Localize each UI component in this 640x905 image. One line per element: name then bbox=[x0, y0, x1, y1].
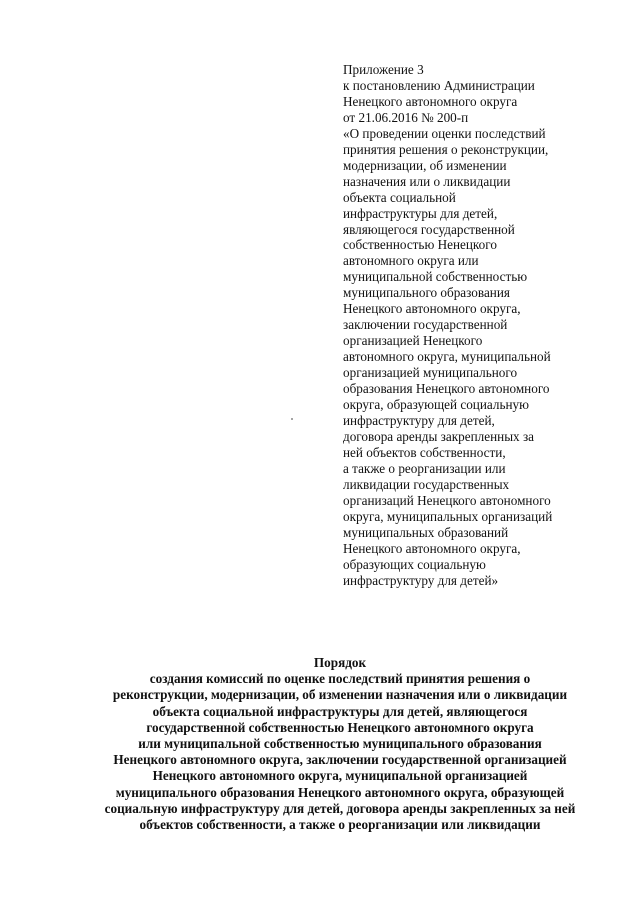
appendix-line: организацией Ненецкого bbox=[343, 333, 483, 349]
appendix-line: ней объектов собственности, bbox=[343, 444, 506, 460]
appendix-line: принятия решения о реконструкции, bbox=[343, 141, 549, 157]
appendix-line: Ненецкого автономного округа bbox=[343, 93, 518, 109]
title-line: муниципального образования Ненецкого автономного округа, образующей bbox=[115, 784, 565, 800]
appendix-line: «О проведении оценки последствий bbox=[343, 125, 546, 141]
appendix-line: заключении государственной bbox=[343, 317, 508, 333]
appendix-line: муниципальной собственностью bbox=[343, 269, 528, 285]
appendix-line: ликвидации государственных bbox=[343, 476, 510, 492]
appendix-line: договора аренды закрепленных за bbox=[343, 428, 535, 444]
scan-speck bbox=[291, 418, 293, 420]
appendix-line: инфраструктуру для детей, bbox=[343, 412, 495, 428]
appendix-line: от 21.06.2016 № 200-п bbox=[343, 109, 469, 125]
appendix-line: а также о реорганизации или bbox=[343, 460, 506, 476]
appendix-line: организаций Ненецкого автономного bbox=[343, 492, 551, 508]
title-line: объекта социальной инфраструктуры для детей, являющегося bbox=[152, 703, 528, 719]
appendix-line: округа, муниципальных организаций bbox=[343, 508, 553, 524]
title-line: создания комиссий по оценке последствий принятия решения о bbox=[149, 671, 531, 687]
appendix-line: образования Ненецкого автономного bbox=[343, 381, 550, 397]
appendix-line: Ненецкого автономного округа, bbox=[343, 301, 521, 317]
title-line: государственной собственностью Ненецкого автономного округа bbox=[146, 719, 534, 735]
appendix-line: инфраструктуры для детей, bbox=[343, 205, 498, 221]
appendix-line: Ненецкого автономного округа, bbox=[343, 540, 521, 556]
appendix-line: назначения или о ликвидации bbox=[343, 173, 511, 189]
appendix-line: Приложение 3 bbox=[343, 62, 424, 77]
appendix-line: собственностью Ненецкого bbox=[343, 237, 497, 253]
appendix-line: модернизации, об изменении bbox=[343, 157, 507, 173]
appendix-line: организацией муниципального bbox=[343, 365, 518, 381]
title-line: Ненецкого автономного округа, муниципальной организацией bbox=[152, 768, 528, 784]
title-line: реконструкции, модернизации, об изменении назначения или о ликвидации bbox=[112, 687, 568, 703]
appendix-line: являющегося государственной bbox=[343, 221, 515, 237]
document-title bbox=[60, 655, 620, 833]
appendix-line: инфраструктуру для детей» bbox=[343, 572, 499, 588]
title-line: социальную инфраструктуру для детей, договора аренды закрепленных за ней bbox=[104, 800, 576, 816]
appendix-line: образующих социальную bbox=[343, 556, 486, 572]
title-line: объектов собственности, а также о реорганизации или ликвидации bbox=[139, 817, 541, 833]
appendix-line: к постановлению Администрации bbox=[343, 77, 535, 93]
appendix-line: автономного округа, муниципальной bbox=[343, 349, 551, 365]
title-line: или муниципальной собственностью муниципального образования bbox=[138, 736, 542, 752]
appendix-line: округа, образующей социальную bbox=[343, 397, 529, 413]
title-heading: Порядок bbox=[313, 655, 367, 670]
appendix-line: муниципальных образований bbox=[343, 524, 509, 540]
appendix-line: автономного округа или bbox=[343, 253, 479, 269]
appendix-line: объекта социальной bbox=[343, 189, 456, 205]
appendix-line: муниципального образования bbox=[343, 285, 510, 301]
appendix-note bbox=[343, 62, 613, 588]
title-line: Ненецкого автономного округа, заключении государственной организацией bbox=[113, 752, 567, 768]
